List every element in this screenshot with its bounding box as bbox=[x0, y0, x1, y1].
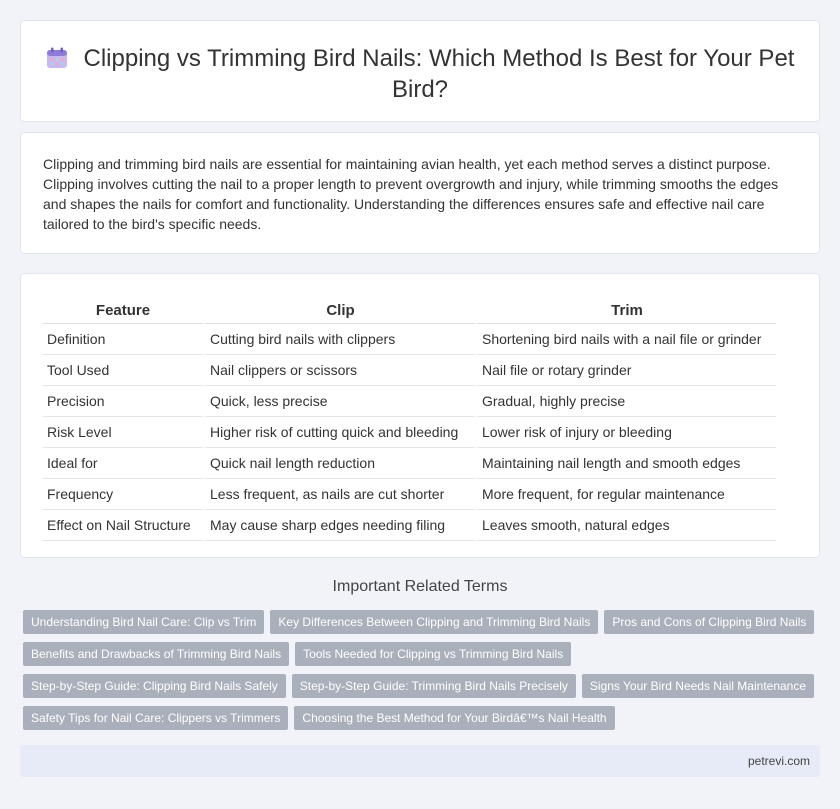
table-cell: Effect on Nail Structure bbox=[43, 510, 203, 541]
header-trim: Trim bbox=[475, 294, 776, 324]
table-row bbox=[43, 479, 776, 510]
table-cell: Tool Used bbox=[43, 355, 203, 386]
header-clip: Clip bbox=[203, 294, 475, 324]
tag-link[interactable]: Tools Needed for Clipping vs Trimming Bird Nails bbox=[295, 642, 571, 666]
table-cell: Lower risk of injury or bleeding bbox=[475, 417, 776, 448]
table-row bbox=[43, 355, 776, 386]
table-cell: Leaves smooth, natural edges bbox=[475, 510, 776, 541]
intro-text: Clipping and trimming bird nails are essential for maintaining avian health, yet each method serves a distinct purpose. Clipping involves cutting the nail to a proper length to prevent overgrowth and injury, while trimming smooths the edges and shapes the nails for comfort and functionality. Understanding the differences ensures safe and effective nail care tailored to the bird's specific needs. bbox=[43, 156, 779, 232]
table-cell: Definition bbox=[43, 324, 203, 355]
table-header-row bbox=[43, 294, 776, 324]
tag-link[interactable]: Safety Tips for Nail Care: Clippers vs Trimmers bbox=[23, 706, 288, 730]
table-cell: Shortening bird nails with a nail file or grinder bbox=[475, 324, 776, 355]
table-cell: Maintaining nail length and smooth edges bbox=[475, 448, 776, 479]
tag-row bbox=[23, 642, 823, 666]
page-title: Clipping vs Trimming Bird Nails: Which Method Is Best for Your Pet Bird? bbox=[83, 45, 795, 103]
tag-link[interactable]: Step-by-Step Guide: Trimming Bird Nails Precisely bbox=[292, 674, 576, 698]
table-cell: Quick, less precise bbox=[203, 386, 475, 417]
table-cell: Risk Level bbox=[43, 417, 203, 448]
table-cell: Nail file or rotary grinder bbox=[475, 355, 776, 386]
intro-card bbox=[20, 132, 820, 254]
tag-row bbox=[23, 610, 823, 634]
table-row bbox=[43, 324, 776, 355]
table-row bbox=[43, 510, 776, 541]
tag-link[interactable]: Signs Your Bird Needs Nail Maintenance bbox=[582, 674, 814, 698]
footer bbox=[20, 745, 820, 777]
tag-row bbox=[23, 674, 823, 698]
calendar-icon bbox=[46, 47, 68, 69]
table-row bbox=[43, 448, 776, 479]
table-row bbox=[43, 417, 776, 448]
header-feature: Feature bbox=[43, 294, 203, 324]
tag-link[interactable]: Pros and Cons of Clipping Bird Nails bbox=[604, 610, 814, 634]
table-cell: Nail clippers or scissors bbox=[203, 355, 475, 386]
tag-link[interactable]: Understanding Bird Nail Care: Clip vs Trim bbox=[23, 610, 264, 634]
table-cell: Frequency bbox=[43, 479, 203, 510]
related-terms-tags bbox=[23, 610, 823, 738]
table-cell: Cutting bird nails with clippers bbox=[203, 324, 475, 355]
tag-link[interactable]: Choosing the Best Method for Your Birdâ€™s Nail Health bbox=[294, 706, 614, 730]
table-cell: More frequent, for regular maintenance bbox=[475, 479, 776, 510]
table-cell: Quick nail length reduction bbox=[203, 448, 475, 479]
footer-site[interactable]: petrevi.com bbox=[747, 754, 810, 768]
tag-link[interactable]: Step-by-Step Guide: Clipping Bird Nails Safely bbox=[23, 674, 286, 698]
table-cell: Higher risk of cutting quick and bleeding bbox=[203, 417, 475, 448]
comparison-table bbox=[43, 294, 776, 541]
table-row bbox=[43, 386, 776, 417]
related-terms-title: Important Related Terms bbox=[332, 578, 508, 595]
header-card bbox=[20, 20, 820, 122]
table-cell: Precision bbox=[43, 386, 203, 417]
table-cell: Gradual, highly precise bbox=[475, 386, 776, 417]
tag-row bbox=[23, 706, 823, 730]
page-title-wrap bbox=[21, 43, 819, 105]
table-cell: May cause sharp edges needing filing bbox=[203, 510, 475, 541]
tag-link[interactable]: Benefits and Drawbacks of Trimming Bird Nails bbox=[23, 642, 289, 666]
comparison-card bbox=[20, 273, 820, 558]
tag-link[interactable]: Key Differences Between Clipping and Trimming Bird Nails bbox=[270, 610, 598, 634]
table-cell: Less frequent, as nails are cut shorter bbox=[203, 479, 475, 510]
table-cell: Ideal for bbox=[43, 448, 203, 479]
